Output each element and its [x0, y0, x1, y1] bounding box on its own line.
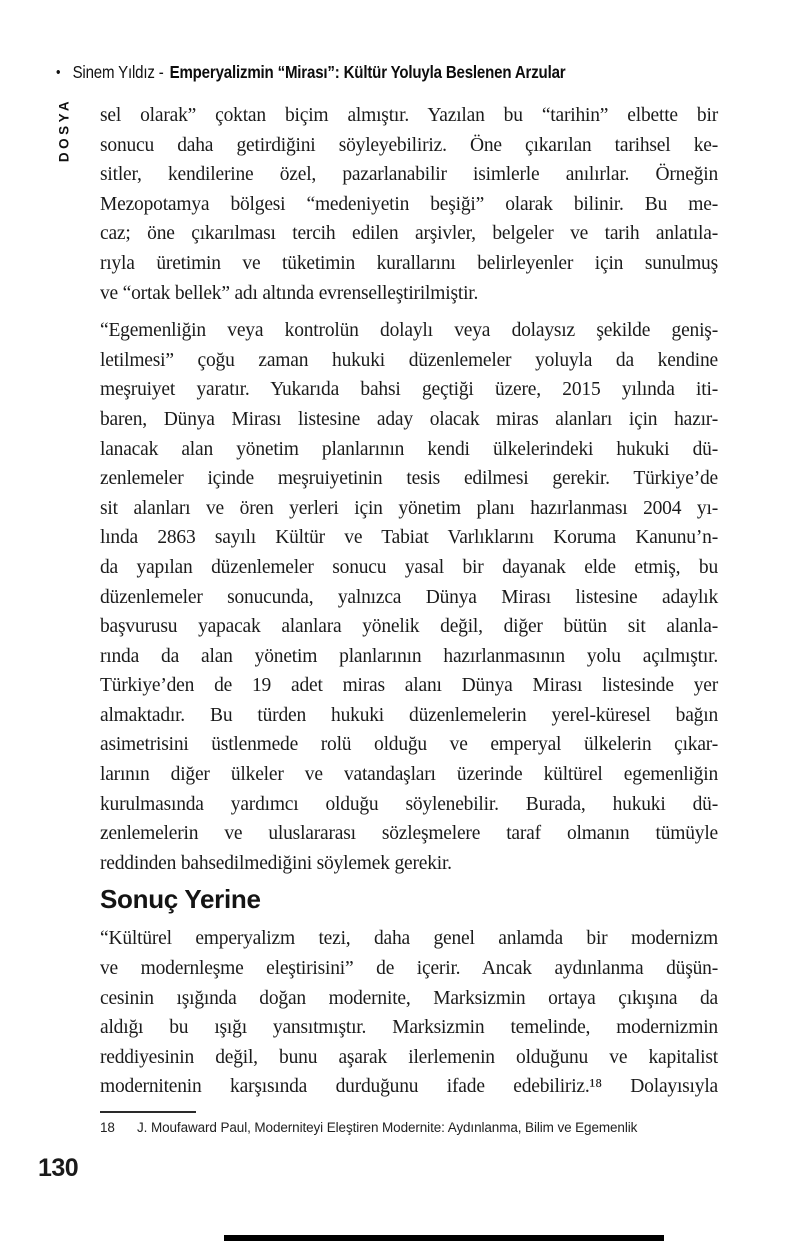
running-header-title: Emperyalizmin “Mirası”: Kültür Yoluyla Beslenen Arzular — [169, 61, 566, 82]
text-line: rıyla üretimin ve tüketimin kurallarını belirleyenler için sunulmuş — [100, 252, 718, 274]
text-line: sitler, kendilerine özel, pazarlanabilir isimlerle anılırlar. Örneğin — [100, 164, 718, 186]
footnote — [100, 1119, 718, 1136]
text-line: başvurusu yapacak alanlara yönelik değil, diğer bütün sit alanla- — [100, 616, 718, 638]
text-line: reddiyesinin değil, bunu aşarak ilerlemenin olduğunu ve kapitalist — [100, 1046, 718, 1068]
text-line: almaktadır. Bu türden hukuki düzenlemelerin yerel-küresel bağın — [100, 704, 718, 726]
text-line: caz; öne çıkarılması tercih edilen arşivler, belgeler ve tarih anlatıla- — [100, 223, 718, 245]
paragraph-2 — [100, 316, 718, 878]
footnote-number: 18 — [100, 1120, 115, 1135]
text-line: Türkiye’den de 19 adet miras alanı Dünya Mirası listesinde yer — [100, 675, 718, 697]
text-line: zenlemelerin ve uluslararası sözleşmelere taraf olmanın tümüyle — [100, 823, 718, 845]
footnote-text: J. Moufaward Paul, Moderniteyi Eleştiren Modernite: Aydınlanma, Bilim ve Egemenlik — [137, 1120, 638, 1135]
bottom-bar — [224, 1235, 664, 1241]
running-header-author: Sinem Yıldız - — [72, 61, 164, 82]
text-column — [100, 101, 718, 1136]
text-line: zenlemeler içinde meşruiyetinin tesis edilmesi gerekir. Türkiye’de — [100, 468, 718, 490]
text-line: “Egemenliğin veya kontrolün dolaylı veya dolaysız şekilde geniş- — [100, 320, 718, 342]
text-line: lanacak alan yönetim planlarının kendi ülkelerindeki hukuki dü- — [100, 438, 718, 460]
paragraph-3 — [100, 924, 718, 1102]
footnote-divider — [100, 1111, 196, 1113]
text-line: ve modernleşme eleştirisini” de içerir. Ancak aydınlanma düşün- — [100, 958, 718, 980]
paragraph-1 — [100, 101, 718, 308]
text-line: Mezopotamya bölgesi “medeniyetin beşiği” olarak bilinir. Bu me- — [100, 193, 718, 215]
text-line: düzenlemeler sonucunda, yalnızca Dünya Mirası listesine adaylık — [100, 586, 718, 608]
text-line: lında 2863 sayılı Kültür ve Tabiat Varlıklarını Koruma Kanunu’n- — [100, 527, 718, 549]
text-line: sonucu daha getirdiğini söyleyebiliriz. Öne çıkarılan tarihsel ke- — [100, 134, 718, 156]
text-line: kurulmasında yardımcı olduğu söylenebilir. Burada, hukuki dü- — [100, 793, 718, 815]
page-number: 130 — [38, 1154, 79, 1182]
text-line: ve “ortak bellek” adı altında evrenselleştirilmiştir. — [100, 282, 479, 304]
text-line: letilmesi” çoğu zaman hukuki düzenlemeler yoluyla da kendine — [100, 349, 718, 371]
running-header — [56, 60, 658, 84]
text-line: da yapılan düzenlemeler sonucu yasal bir dayanak elde etmiş, bu — [100, 556, 718, 578]
text-line: sit alanları ve ören yerleri için yönetim planı hazırlanması 2004 yı- — [100, 497, 718, 519]
text-line: modernitenin karşısında durduğunu ifade edebiliriz.¹⁸ Dolayısıyla — [100, 1076, 718, 1098]
bullet-icon: • — [56, 63, 61, 81]
text-line: asimetrisini üstlenmede rolü olduğu ve emperyal ülkelerin çıkar- — [100, 734, 718, 756]
text-line: aldığı bu ışığı yansıtmıştır. Marksizmin temelinde, modernizmin — [100, 1017, 718, 1039]
text-line: sel olarak” çoktan biçim almıştır. Yazılan bu “tarihin” elbette bir — [100, 105, 718, 126]
text-line: baren, Dünya Mirası listesine aday olacak miras alanları için hazır- — [100, 408, 718, 430]
text-line: meşruiyet yaratır. Yukarıda bahsi geçtiği üzere, 2015 yılında iti- — [100, 379, 718, 401]
text-line: rında da alan yönetim planlarının hazırlanmasının yolu açılmıştır. — [100, 645, 718, 667]
text-line: cesinin ışığında doğan modernite, Marksizmin ortaya çıkışına da — [100, 987, 718, 1009]
text-line: larının diğer ülkeler ve vatandaşları üzerinde kültürel egemenliğin — [100, 764, 718, 786]
section-vertical-label: DOSYA — [56, 97, 72, 163]
text-line: “Kültürel emperyalizm tezi, daha genel anlamda bir modernizm — [100, 928, 718, 950]
section-heading: Sonuç Yerine — [100, 884, 261, 915]
text-line: reddinden bahsedilmediğini söylemek gerekir. — [100, 852, 452, 874]
